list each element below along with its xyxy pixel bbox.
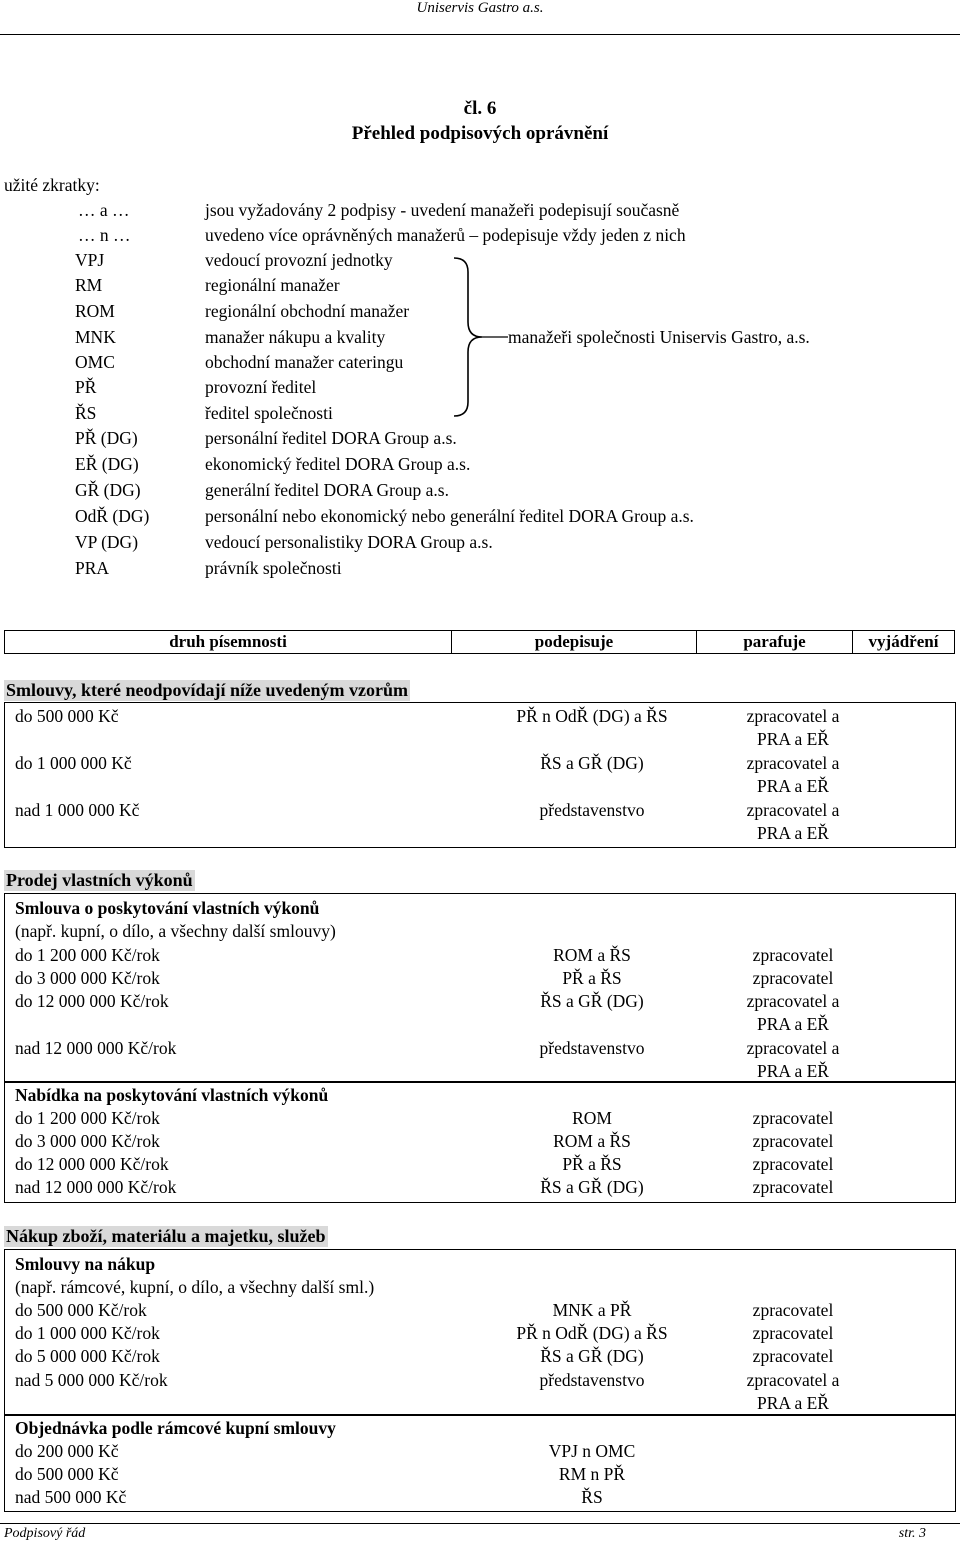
abbr-value: personální ředitel DORA Group a.s. bbox=[205, 428, 457, 448]
abbr-value: uvedeno více oprávněných manažerů – podepisuje vždy jeden z nich bbox=[205, 225, 686, 245]
row-initials: zpracovatel bbox=[752, 1177, 834, 1197]
row-initials: PRA a EŘ bbox=[757, 823, 829, 843]
row-initials: zpracovatel bbox=[752, 968, 834, 988]
row-signer: ROM a ŘS bbox=[553, 945, 631, 965]
row-type: do 12 000 000 Kč/rok bbox=[15, 991, 169, 1011]
row-initials: zpracovatel bbox=[752, 1131, 834, 1151]
box-heading: Nabídka na poskytování vlastních výkonů bbox=[15, 1085, 329, 1105]
abbr-value: vedoucí provozní jednotky bbox=[205, 250, 393, 270]
row-initials: zpracovatel a bbox=[746, 800, 840, 820]
article-number: čl. 6 bbox=[463, 98, 497, 119]
row-type: nad 500 000 Kč bbox=[15, 1487, 127, 1507]
row-initials: zpracovatel bbox=[752, 1108, 834, 1128]
column-header-opinion: vyjádření bbox=[853, 631, 955, 654]
abbr-key: RM bbox=[75, 275, 103, 295]
row-signer: představenstvo bbox=[539, 1038, 645, 1058]
row-initials: zpracovatel a bbox=[746, 1370, 840, 1390]
row-initials: PRA a EŘ bbox=[757, 729, 829, 749]
row-type: do 1 200 000 Kč/rok bbox=[15, 1108, 160, 1128]
row-initials: zpracovatel bbox=[752, 1154, 834, 1174]
abbr-key: GŘ (DG) bbox=[75, 480, 141, 500]
abbr-key: ŘS bbox=[75, 403, 97, 423]
row-initials: zpracovatel bbox=[752, 1346, 834, 1366]
abbr-value: ekonomický ředitel DORA Group a.s. bbox=[205, 454, 471, 474]
abbr-key: VPJ bbox=[75, 250, 105, 270]
abbr-value: manažer nákupu a kvality bbox=[205, 327, 386, 347]
row-signer: ŘS bbox=[581, 1487, 603, 1507]
row-signer: MNK a PŘ bbox=[552, 1300, 632, 1320]
row-signer: PŘ n OdŘ (DG) a ŘS bbox=[516, 1323, 668, 1343]
row-type: do 12 000 000 Kč/rok bbox=[15, 1154, 169, 1174]
abbr-value: generální ředitel DORA Group a.s. bbox=[205, 480, 449, 500]
section-box bbox=[4, 1081, 956, 1203]
section-title: Nákup zboží, materiálu a majetku, služeb bbox=[6, 1226, 326, 1246]
abbr-value: jsou vyžadovány 2 podpisy - uvedení manažeři podepisují současně bbox=[205, 200, 680, 220]
abbr-value: právník společnosti bbox=[205, 558, 342, 578]
section-box bbox=[4, 1414, 956, 1512]
row-type: do 200 000 Kč bbox=[15, 1441, 119, 1461]
row-initials: zpracovatel a bbox=[746, 706, 840, 726]
abbr-key: ROM bbox=[75, 301, 115, 321]
article-title: Přehled podpisových oprávnění bbox=[351, 123, 609, 144]
box-heading: Smlouva o poskytování vlastních výkonů bbox=[15, 898, 320, 918]
row-signer: ŘS a GŘ (DG) bbox=[540, 991, 644, 1011]
footer-doc-name: Podpisový řád bbox=[4, 1526, 86, 1541]
section-box bbox=[4, 702, 956, 848]
row-signer: RM n PŘ bbox=[558, 1464, 626, 1484]
box-heading: Smlouvy na nákup bbox=[15, 1254, 156, 1274]
box-heading: Objednávka podle rámcové kupní smlouvy bbox=[15, 1418, 336, 1438]
abbr-value: regionální manažer bbox=[205, 275, 340, 295]
footer-page-number: str. 3 bbox=[898, 1526, 926, 1541]
row-initials: zpracovatel bbox=[752, 945, 834, 965]
row-signer: představenstvo bbox=[539, 1370, 645, 1390]
row-type: do 500 000 Kč bbox=[15, 1464, 119, 1484]
abbr-value: personální nebo ekonomický nebo generální ředitel DORA Group a.s. bbox=[205, 506, 694, 526]
row-signer: PŘ n OdŘ (DG) a ŘS bbox=[516, 706, 668, 726]
abbr-key: OdŘ (DG) bbox=[75, 506, 150, 526]
row-signer: PŘ a ŘS bbox=[562, 1154, 622, 1174]
abbr-value: regionální obchodní manažer bbox=[205, 301, 410, 321]
row-type: nad 12 000 000 Kč/rok bbox=[15, 1038, 177, 1058]
abbr-key: … n … bbox=[78, 225, 131, 245]
abbr-key: MNK bbox=[75, 327, 116, 347]
footer-divider bbox=[0, 1523, 960, 1524]
abbr-key: OMC bbox=[75, 352, 115, 372]
row-initials: PRA a EŘ bbox=[757, 1061, 829, 1081]
row-initials: zpracovatel bbox=[752, 1300, 834, 1320]
row-type: do 500 000 Kč/rok bbox=[15, 1300, 147, 1320]
row-type: do 1 000 000 Kč bbox=[15, 753, 132, 773]
row-signer: ROM a ŘS bbox=[553, 1131, 631, 1151]
row-type: do 500 000 Kč bbox=[15, 706, 119, 726]
box-note: (např. kupní, o dílo, a všechny další smlouvy) bbox=[15, 921, 336, 941]
row-type: do 3 000 000 Kč/rok bbox=[15, 1131, 160, 1151]
section-box bbox=[4, 1249, 956, 1416]
column-header-initials: parafuje bbox=[697, 631, 853, 654]
section-title: Prodej vlastních výkonů bbox=[6, 870, 193, 890]
column-header-signs: podepisuje bbox=[452, 631, 697, 654]
row-signer: ŘS a GŘ (DG) bbox=[540, 1346, 644, 1366]
row-signer: představenstvo bbox=[539, 800, 645, 820]
abbr-key: PRA bbox=[75, 558, 110, 578]
section-box bbox=[4, 893, 956, 1083]
row-initials: zpracovatel a bbox=[746, 1038, 840, 1058]
abbr-value: vedoucí personalistiky DORA Group a.s. bbox=[205, 532, 493, 552]
row-initials: PRA a EŘ bbox=[757, 1014, 829, 1034]
abbr-key: PŘ bbox=[75, 377, 97, 397]
row-initials: zpracovatel a bbox=[746, 753, 840, 773]
abbr-value: provozní ředitel bbox=[205, 377, 317, 397]
row-type: do 1 200 000 Kč/rok bbox=[15, 945, 160, 965]
abbr-key: VP (DG) bbox=[75, 532, 139, 552]
table-header bbox=[4, 630, 955, 654]
row-signer: ŘS a GŘ (DG) bbox=[540, 753, 644, 773]
row-signer: VPJ n OMC bbox=[548, 1441, 636, 1461]
row-type: nad 12 000 000 Kč/rok bbox=[15, 1177, 177, 1197]
column-header-document-type: druh písemnosti bbox=[5, 631, 452, 654]
row-signer: ROM bbox=[572, 1108, 612, 1128]
abbr-key: EŘ (DG) bbox=[75, 454, 139, 474]
row-type: nad 1 000 000 Kč bbox=[15, 800, 140, 820]
header-title: Uniservis Gastro a.s. bbox=[416, 0, 544, 16]
abbr-key: … a … bbox=[78, 200, 130, 220]
row-type: do 3 000 000 Kč/rok bbox=[15, 968, 160, 988]
box-note: (např. rámcové, kupní, o dílo, a všechny další sml.) bbox=[15, 1277, 375, 1297]
abbr-value: obchodní manažer cateringu bbox=[205, 352, 404, 372]
row-initials: zpracovatel a bbox=[746, 991, 840, 1011]
row-initials: PRA a EŘ bbox=[757, 1393, 829, 1413]
row-initials: PRA a EŘ bbox=[757, 776, 829, 796]
row-type: do 1 000 000 Kč/rok bbox=[15, 1323, 160, 1343]
brace-note: manažeři společnosti Uniservis Gastro, a.s. bbox=[508, 327, 810, 347]
row-type: nad 5 000 000 Kč/rok bbox=[15, 1370, 168, 1390]
row-signer: ŘS a GŘ (DG) bbox=[540, 1177, 644, 1197]
abbreviations-intro: užité zkratky: bbox=[4, 175, 100, 195]
row-initials: zpracovatel bbox=[752, 1323, 834, 1343]
row-signer: PŘ a ŘS bbox=[562, 968, 622, 988]
row-type: do 5 000 000 Kč/rok bbox=[15, 1346, 160, 1366]
section-title: Smlouvy, které neodpovídají níže uvedeným vzorům bbox=[6, 680, 409, 700]
abbr-key: PŘ (DG) bbox=[75, 428, 138, 448]
abbr-value: ředitel společnosti bbox=[205, 403, 333, 423]
